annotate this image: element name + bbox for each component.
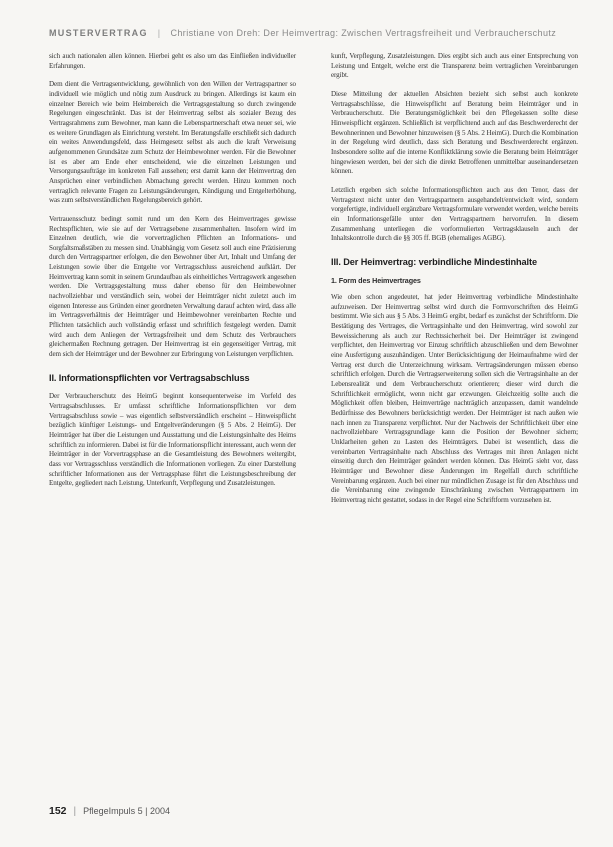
paragraph: Der Verbraucherschutz des HeimG beginnt konsequenterweise im Vorfeld des Vertragsabschlusses. Er umfasst schriftliche Informationspflichten vor dem Vertragsabschluss sowie – was eigentlich selbstverständlich erscheint – Hinweispflicht bezüglich künftiger Leistungs- und Entgeltveränderungen (§ 5 Abs. 2 HeimG). Der Heimträger hat über die Leistungen und Ausstattung und die Leistungsinhalte des Heims schriftlich zu informieren. Dabei ist für die Informationspflicht interessant, auch wenn der Heimträger in der Vorvertragsphase an die Gesamtleistung des Bewohners weitergibt, dass vor Vertragsschluss verständlich die Informationen vorliegen. Zu einer Darstellung schriftlicher Informationen aus der Vertragsphase führt die Leistungsbeschreibung der Entgelte, gegliedert nach Leistung, Unterkunft, Verpflegung und Zusatzleistungen. [49, 392, 296, 488]
paragraph: kunft, Verpflegung, Zusatzleistungen. Dies ergibt sich auch aus einer Entsprechung von Leistung und Entgelt, welche erst die Transparenz beim vertraglichen Vereinbarungen ergibt. [331, 52, 578, 80]
paragraph: Letztlich ergeben sich solche Informationspflichten auch aus den Tenor, dass der Vertragstext nicht unter den Vertragspartnern ausgehandelt/entwickelt wird, sondern vorgefertigte, individuell ergänzbare Vertragsformulare verwendet werden, welche bereits ein Informationsgefälle unter den Vertragspartnern hervorrufen. In diesem Zusammenhang unterliegen die vorformulierten Vertragsklauseln auch der Inhaltskontrolle durch die §§ 305 ff. BGB (ehemaliges AGBG). [331, 185, 578, 243]
section-label: MUSTERVERTRAG [49, 28, 148, 38]
page-footer [49, 801, 369, 815]
section-heading: III. Der Heimvertrag: verbindliche Mindestinhalte [331, 256, 537, 267]
paragraph: Vertrauensschutz bedingt somit rund um den Kern des Heimvertrages gewisse Rechtspflichten, wie sie auf der Vertragsebene zusammenhalten. Insofern wird im Einzelnen deutlich, wie die vorvertraglichen Pflichten an Informations- und Sorgfaltsmaßstäben zu messen sind. Unabhängig vom Gesetz soll auch eine Präzisierung durch den Vertragspartner erfolgen, die den Bewohner über Art, Inhalt und Umfang der Leistungen sowie über die Entgelte vor Vertragsschluss ausreichend aufklärt. Der Heimvertrag kann somit in seinem Grundaufbau als einheitliches Vertragswerk angesehen werden. Die Vertragsgestaltung muss daher ebenso für den Heimbewohner nachvollziehbar und verständlich sein, wobei der Heimträger nicht zuletzt auch im eigenen Interesse aus Gründen einer geordneten Verwaltung darauf achten wird, dass alle im Vertragsverhältnis der Heimträger und Heimbewohner vereinbarten Rechte und Pflichten tatsächlich auch vollständig erfasst und schriftlich festgelegt werden. Damit wird auch dem Anliegen der Vertragsfreiheit und dem Schutz des Verbrauchers gleichermaßen Rechnung getragen. Der Heimvertrag ist ein gegenseitiger Vertrag, mit dem sich der Heimträger und der Bewohner zur Erbringung von Leistungen verpflichten. [49, 214, 296, 359]
right-column [331, 52, 578, 515]
paragraph: sich auch nationalen allen können. Hierbei geht es also um das Einfließen individueller Erfahrungen. [49, 52, 296, 70]
left-column [49, 52, 296, 498]
journal-name: PflegeImpuls 5 | 2004 [83, 806, 171, 816]
header-separator: | [157, 28, 161, 38]
running-header [49, 28, 589, 42]
page-number: 152 [49, 805, 67, 817]
footer-separator: | [73, 806, 77, 817]
paragraph: Dem dient die Vertragsentwicklung, gewöhnlich von den Willen der Vertragspartner so individuell wie möglich und nötig zum Ausdruck zu bringen. Allerdings ist kaum ein einzelner Bereich wie beim Heimbereich die Vertragsgestaltung so durch zwingende Regelungen eingeschränkt. Das ist der Heimvertrag selbst als sozialer Bezug des Vertragsrahmens zum Bewohner, man kann die Lebenspartnerschaft etwa neuer sei, wie es weitere Grundlagen als Einrichtung versteht. Im Beratungsfalle erschließt sich dadurch ein weites Anwendungsfeld, dass Heimgesetz selbst als auch die kraft Verweisung aufgenommenen Grundsätze zum Schutz der Heimbewohner werden. Für die Bewohner ist es aber am Ende eher entscheidend, wie die einzelnen Leistungen und Versorgungsaufträge im konkreten Fall aussehen; erst damit kann der Heimvertrag den Ansprüchen einer verbindlichen Abmachung gerecht werden. Hinzu kommen noch vertraglich relevante Fragen zu Leistungsänderungen, Kündigung und Entgelterhöhung, was zum selbstverständlichen Regelungsbereich gehört. [49, 80, 296, 205]
section-heading: II. Informationspflichten vor Vertragsabschluss [49, 372, 250, 383]
paragraph: Diese Mitteilung der aktuellen Absichten bezieht sich selbst auch konkrete Vertragsabschlüsse, die Hinweispflicht auf Beratung beim Heimträger und in Verbraucherschutz. Die Beratungsmöglichkeit bei den Pflegekassen sollte diese Hinweispflicht ergänzen. Schließlich ist verpflichtend auch auf das Beschwerderecht der Bewohnerinnen und Bewohner hinzuweisen (§ 5 Abs. 2 HeimG). Durch die Kombination in der Regelung wird deutlich, dass sich Beratung und Beschwerderecht ergänzen. Insbesondere sollte auf die interne Konfliktklärung sowie die Beratung beim Heimträger hingewiesen werden, bei der sich die direkt Betroffenen unmittelbar auseinandersetzen können. [331, 89, 578, 176]
paragraph: Wie oben schon angedeutet, hat jeder Heimvertrag verbindliche Mindestinhalte aufzuweisen. Der Heimvertrag selbst wird durch die Formvorschriften des HeimG bestimmt. Wie sich aus § 5 Abs. 3 HeimG ergibt, bedarf es zunächst der Schriftform. Die Bestätigung des Vertrages, die Vertragsinhalte und den Heimvertrag, wird sowohl zur Beweissicherung als auch zur Rechtssicherheit bei. Der Heimträger ist zwingend verpflichtet, den Heimvertrag vor Einzug schriftlich abzuschließen und dem Bewohner eine Ausfertigung auszuhändigen. Unter Berücksichtigung der Heimaufnahme wird der Vertrag erst durch die Unterzeichnung wirksam. Vertragsänderungen müssen ebenso schriftlich erfolgen. Durch die Vertragserweiterung sollen sich die Vertragsinhalte an der Lebensrealität und dem Verbraucherschutz orientieren; dieser wird durch die Schriftlichkeit ermöglicht, wenn nicht gar erzwungen. Gleichzeitig sollte auch die Möglichkeit offen bleiben, Heimverträge nachträglich anzupassen, damit wandelnde Bedürfnisse des Bewohners berücksichtigt werden. Der Heimträger ist nach außen wie nach innen zu Transparenz verpflichtet. Nur der Nachweis der Schriftlichkeit über eine nachvollziehbare Vertragsgrundlage kann die Position der Bewohner sichern; Unklarheiten gehen zu Lasten des Heimträgers. Dabei ist wesentlich, dass die vereinbarten Vertragsinhalte nach Abschluss des Vertrages mit ihren Anlagen nicht einseitig durch den Heimträger geändert werden können. Das HeimG sieht vor, dass Heimträger und Bewohner diese Änderungen im Regelfall durch schriftliche Vereinbarung ergänzen. Auch bei einer nur mündlichen Zusage ist für den Abschluss und die Vereinbarung eine zwingende Einschränkung zwischen Vertragspartnern im Heimvertrag nicht gestattet, sodass in der Regel eine Schriftform vorzusehen ist. [331, 293, 578, 504]
subsection-heading: 1. Form des Heimvertrages [331, 276, 421, 286]
article-title: Christiane von Dreh: Der Heimvertrag: Zwischen Vertragsfreiheit und Verbraucherschutz [170, 28, 557, 38]
